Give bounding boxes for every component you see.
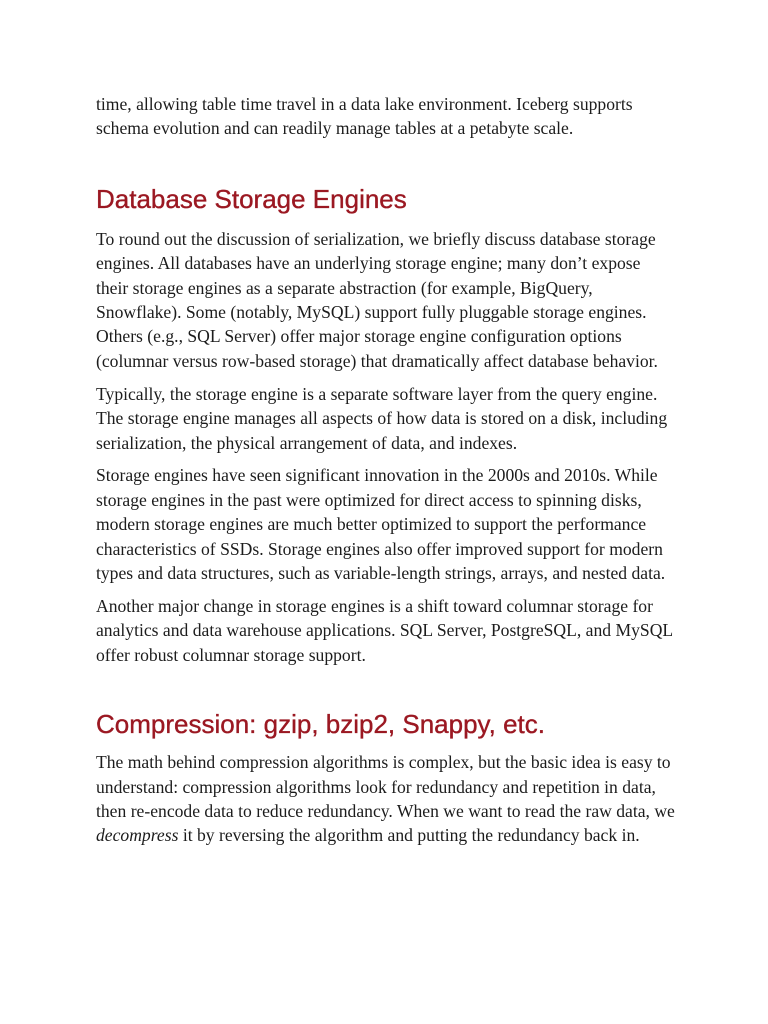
storage-paragraph-3: Storage engines have seen significant innovation in the 2000s and 2010s. While storage engines in the past were optimized for direct access to spinning disks, modern storage engines are much better optimized to support the performance characteristics of SSDs. Storage engines also offer improved support for modern types and data structures, such as variable-length strings, arrays, and nested data.	[96, 465, 666, 584]
section-heading-storage-engines: Database Storage Engines	[96, 183, 407, 214]
storage-paragraph-4: Another major change in storage engines is a shift toward columnar storage for analytics and data warehouse applications. SQL Server, PostgreSQL, and MySQL offer robust columnar storage support.	[96, 596, 673, 665]
intro-paragraph: time, allowing table time travel in a data lake environment. Iceberg supports schema evolution and can readily manage tables at a petabyte scale.	[96, 94, 633, 139]
compression-text-before: The math behind compression algorithms is complex, but the basic idea is easy to understand: compression algorithms look for redundancy and repetition in data, then re-encode data to reduce redundancy. When we want to read the raw data, we	[96, 752, 675, 822]
emphasis-decompress: decompress	[96, 825, 179, 846]
storage-paragraph-2: Typically, the storage engine is a separate software layer from the query engine. The storage engine manages all aspects of how data is stored on a disk, including serialization, the physical arrangement of data, and indexes.	[96, 383, 668, 453]
compression-paragraph	[96, 750, 676, 848]
compression-text-after: it by reversing the algorithm and putting the redundancy back in.	[178, 825, 640, 846]
page-content	[96, 92, 676, 856]
section-heading-compression: Compression: gzip, bzip2, Snappy, etc.	[96, 709, 545, 740]
storage-paragraph-1: To round out the discussion of serialization, we briefly discuss database storage engines. All databases have an underlying storage engine; many don’t expose their storage engines as a separate abstraction (for example, BigQuery, Snowflake). Some (notably, MySQL) support fully pluggable storage engines. Others (e.g., SQL Server) offer major storage engine configuration options (columnar versus row-based storage) that dramatically affect database behavior.	[96, 228, 658, 371]
